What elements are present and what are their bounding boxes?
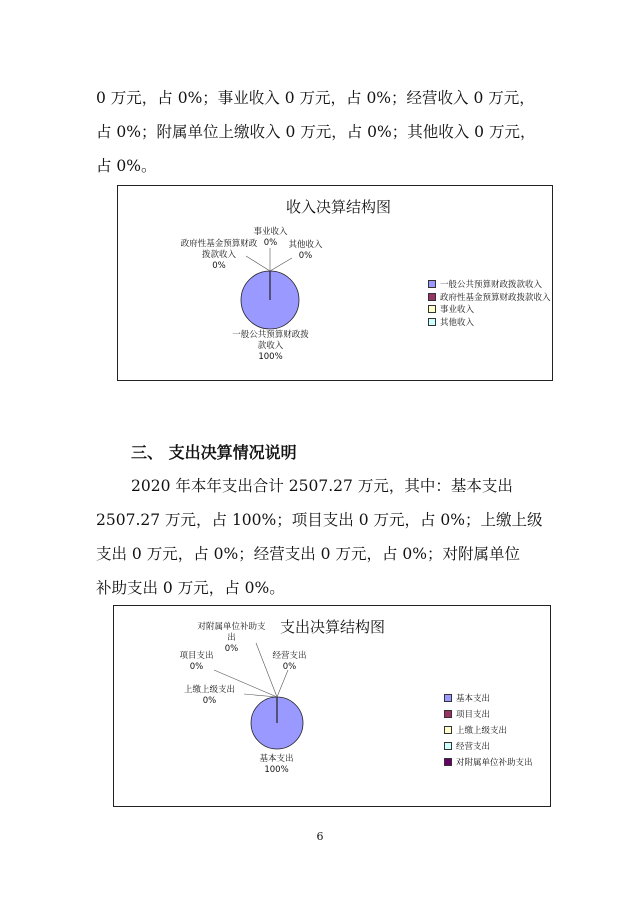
slice-label-operating: 经营支出 0% — [272, 651, 307, 672]
leader-line — [244, 694, 277, 697]
legend-swatch — [428, 293, 436, 301]
legend-item: 对附属单位补助支出 — [444, 754, 533, 770]
body-text-line: 2020 年本年支出合计 2507.27 万元，其中：基本支出 — [131, 477, 513, 495]
legend-swatch — [444, 758, 452, 766]
body-text-line: 0 万元，占 0%；事业收入 0 万元，占 0%；经营收入 0 万元， — [96, 89, 535, 107]
section-heading: 三、 支出决算情况说明 — [131, 443, 297, 462]
legend-swatch — [444, 726, 452, 734]
legend-item: 上缴上级支出 — [444, 722, 533, 738]
legend-swatch — [444, 710, 452, 718]
legend-item: 事业收入 — [428, 303, 551, 316]
legend-item: 政府性基金预算财政拨款收入 — [428, 291, 551, 304]
body-text-line: 占 0%；附属单位上缴收入 0 万元，占 0%；其他收入 0 万元， — [96, 123, 536, 141]
body-text-line: 2507.27 万元，占 100%；项目支出 0 万元，占 0%；上缴上级 — [96, 511, 543, 529]
body-text-line: 补助支出 0 万元，占 0%。 — [96, 579, 285, 597]
legend-item: 一般公共预算财政拨款收入 — [428, 278, 551, 291]
leader-line — [277, 670, 288, 697]
body-text-line: 支出 0 万元，占 0%；经营支出 0 万元，占 0%；对附属单位 — [96, 545, 520, 563]
chart-legend — [444, 690, 533, 770]
slice-label-upper: 上缴上级支出 0% — [183, 685, 235, 706]
slice-label-gov-fund: 政府性基金预算财政 拨款收入 0% — [180, 239, 258, 271]
chart-title: 支出决算结构图 — [280, 618, 386, 636]
legend-swatch — [444, 694, 452, 702]
legend-swatch — [444, 742, 452, 750]
legend-swatch — [428, 305, 436, 313]
slice-label-subsidy: 对附属单位补助支 出 0% — [197, 622, 266, 654]
page-number: 6 — [316, 830, 324, 843]
income-chart — [117, 185, 553, 381]
slice-label-project: 项目支出 0% — [179, 651, 214, 672]
body-text-line: 占 0%。 — [96, 157, 157, 175]
legend-item: 其他收入 — [428, 316, 551, 329]
legend-item: 经营支出 — [444, 738, 533, 754]
legend-item: 项目支出 — [444, 706, 533, 722]
expenditure-chart — [113, 605, 551, 807]
slice-label-general-budget: 一般公共预算财政拨 款收入 100% — [232, 330, 309, 362]
chart-legend — [428, 278, 551, 328]
expenditure-pie — [250, 696, 304, 750]
slice-label-basic: 基本支出 100% — [259, 754, 294, 775]
legend-swatch — [428, 280, 436, 288]
slice-label-business: 事业收入 0% — [253, 227, 288, 248]
slice-label-other: 其他收入 0% — [288, 240, 323, 261]
income-pie — [240, 270, 300, 330]
legend-item: 基本支出 — [444, 690, 533, 706]
legend-swatch — [428, 318, 436, 326]
chart-title: 收入决算结构图 — [286, 198, 392, 216]
